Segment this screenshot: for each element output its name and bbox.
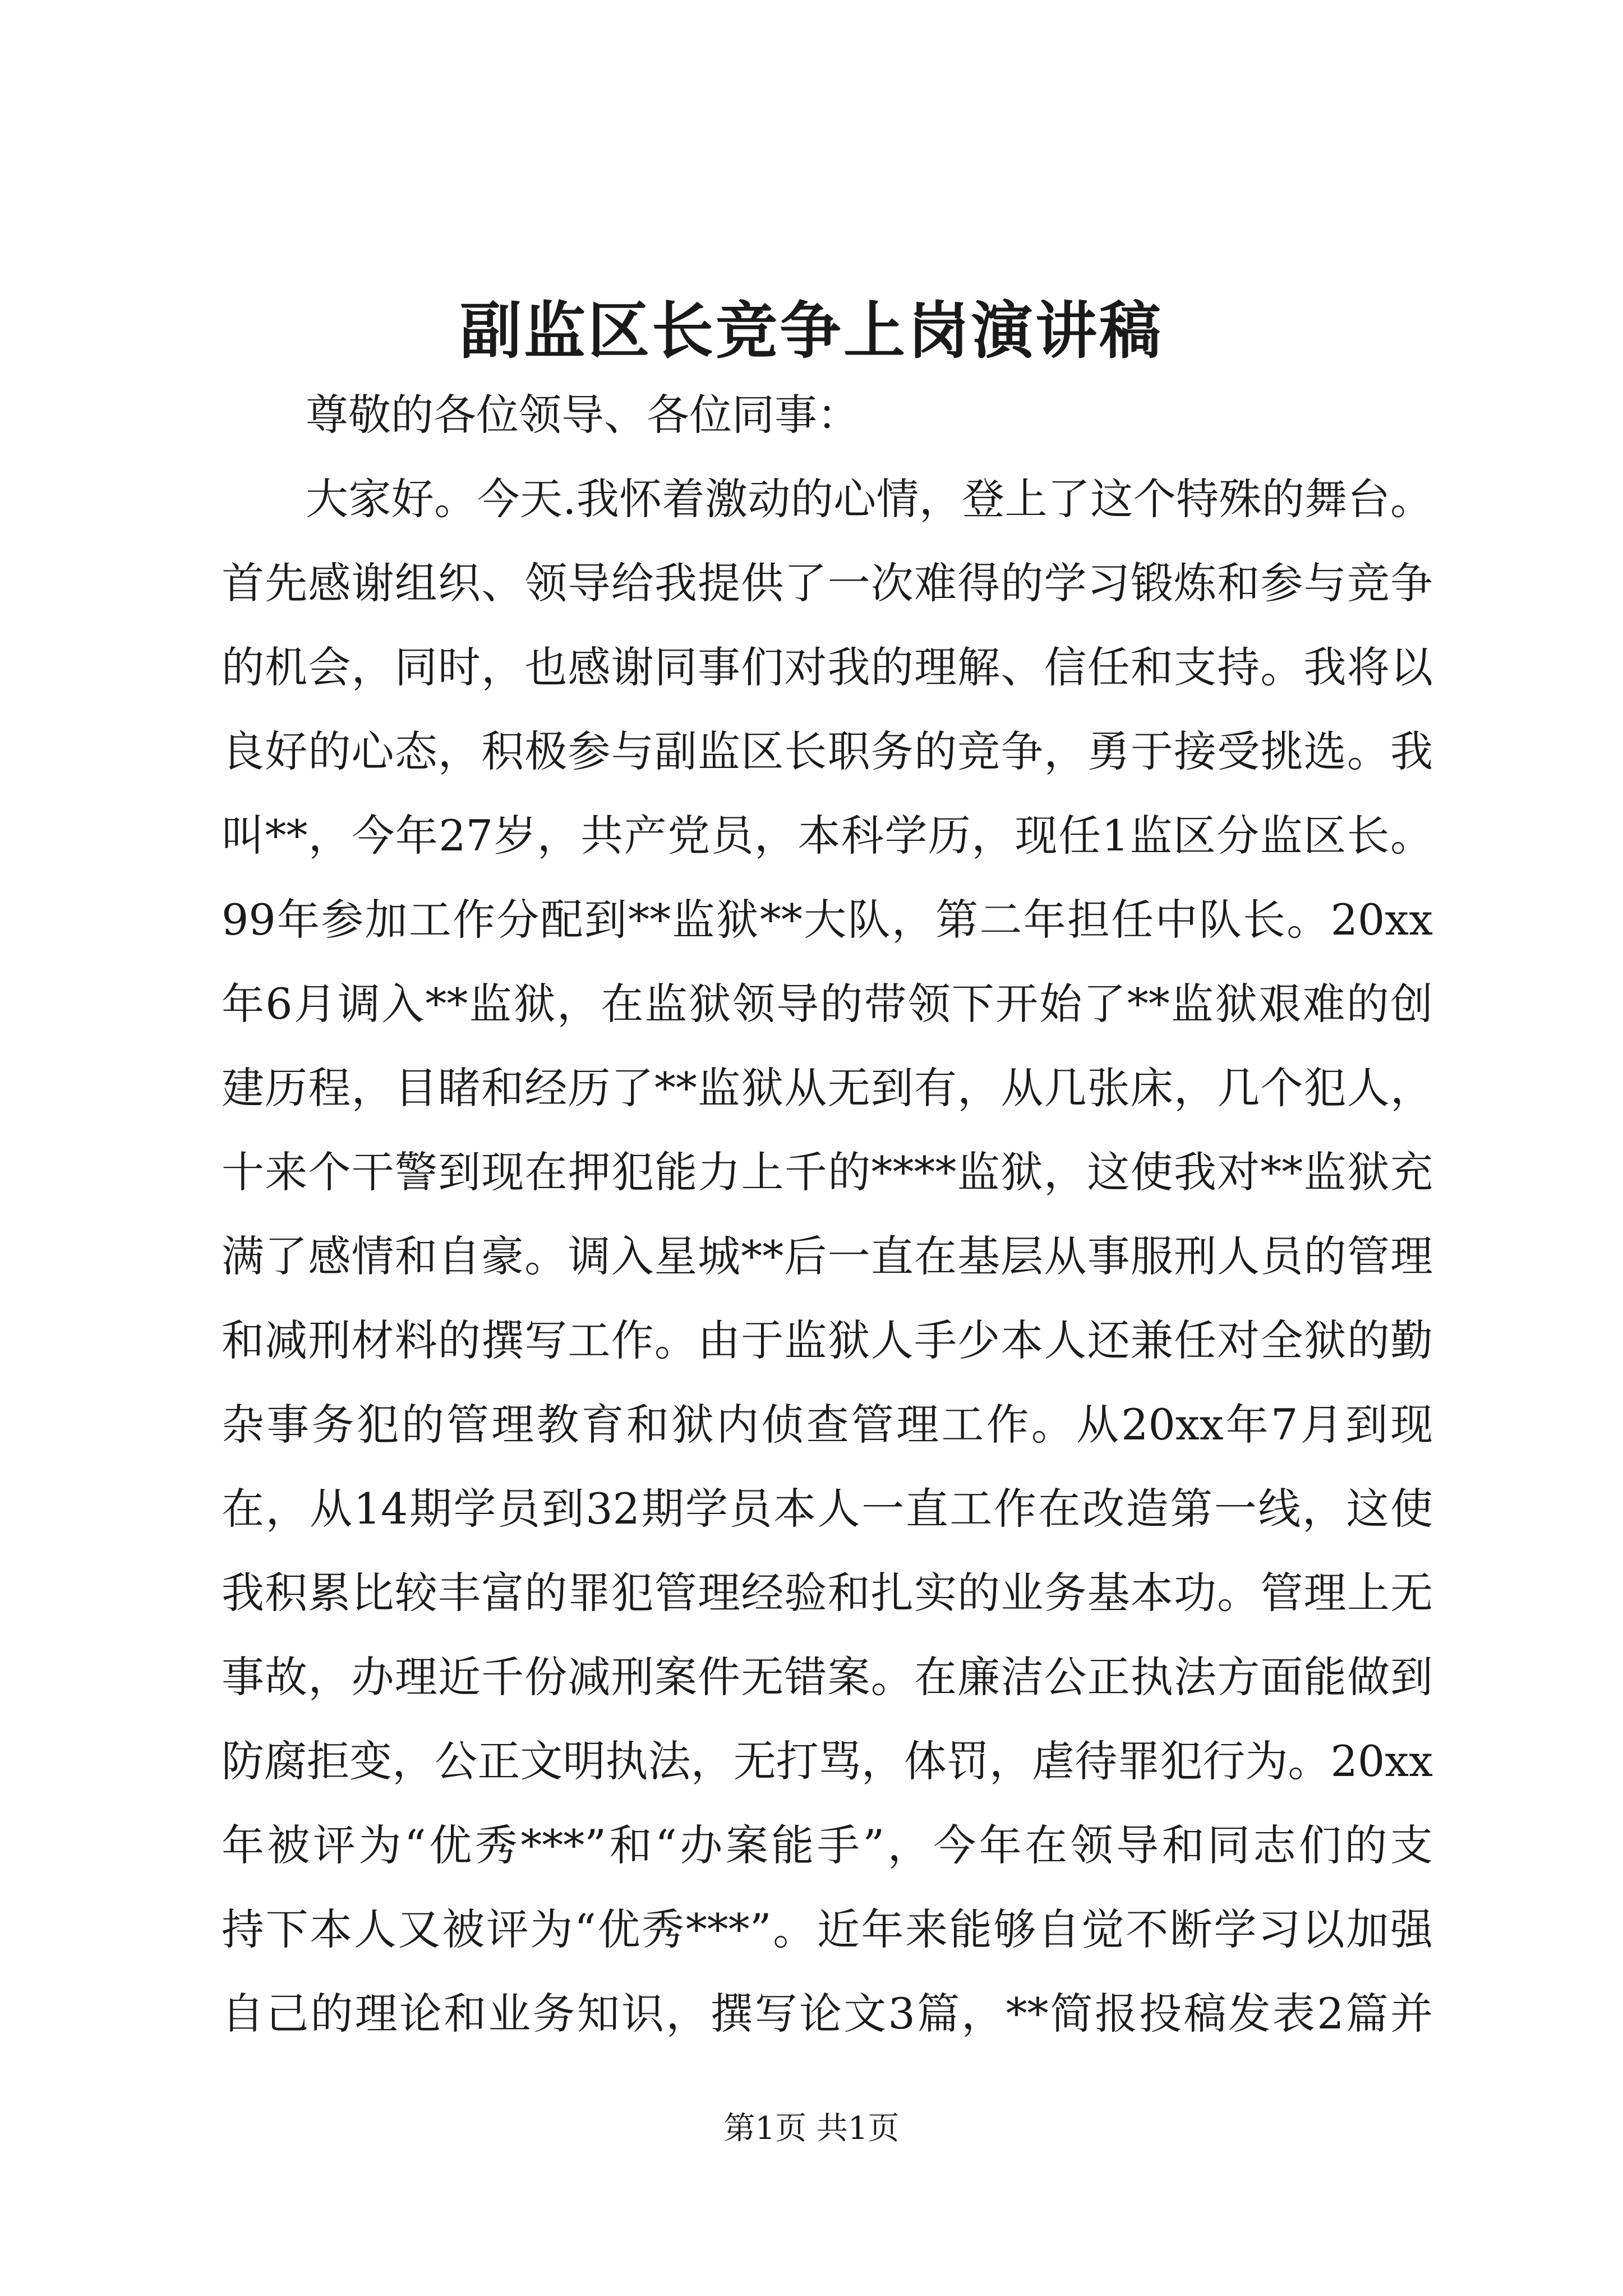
paragraph-line: 持下本人又被评为“优秀***”。近年来能够自觉不断学习以加强 bbox=[222, 1904, 1433, 1954]
page-footer: 第1页 共1页 bbox=[723, 2110, 900, 2147]
paragraph-line: 自己的理论和业务知识，撰写论文3篇，**简报投稿发表2篇并 bbox=[222, 1989, 1433, 2039]
paragraph-line: 和减刑材料的撰写工作。由于监狱人手少本人还兼任对全狱的勤 bbox=[222, 1315, 1433, 1365]
salutation: 尊敬的各位领导、各位同事： bbox=[306, 390, 860, 440]
paragraph-line: 99年参加工作分配到**监狱**大队，第二年担任中队长。20xx bbox=[222, 895, 1433, 945]
paragraph-line: 事故，办理近千份减刑案件无错案。在廉洁公正执法方面能做到 bbox=[222, 1652, 1433, 1702]
paragraph-line: 大家好。今天.我怀着激动的心情，登上了这个特殊的舞台。 bbox=[306, 474, 1433, 524]
paragraph-line: 良好的心态，积极参与副监区长职务的竞争，勇于接受挑选。我 bbox=[222, 726, 1433, 776]
paragraph-line: 年被评为“优秀***”和“办案能手”，今年在领导和同志们的支 bbox=[222, 1820, 1433, 1870]
paragraph-line: 首先感谢组织、领导给我提供了一次难得的学习锻炼和参与竞争 bbox=[222, 558, 1433, 608]
paragraph-line: 在，从14期学员到32期学员本人一直工作在改造第一线，这使 bbox=[222, 1484, 1433, 1534]
paragraph-line: 建历程，目睹和经历了**监狱从无到有，从几张床，几个犯人， bbox=[222, 1063, 1433, 1113]
paragraph-line: 杂事务犯的管理教育和狱内侦查管理工作。从20xx年7月到现 bbox=[222, 1400, 1433, 1450]
paragraph-line: 年6月调入**监狱，在监狱领导的带领下开始了**监狱艰难的创 bbox=[222, 979, 1433, 1029]
paragraph-line: 我积累比较丰富的罪犯管理经验和扎实的业务基本功。管理上无 bbox=[222, 1568, 1433, 1618]
document-title: 副监区长竞争上岗演讲稿 bbox=[460, 295, 1163, 367]
paragraph-line: 满了感情和自豪。调入星城**后一直在基层从事服刑人员的管理 bbox=[222, 1231, 1433, 1281]
paragraph-line: 十来个干警到现在押犯能力上千的****监狱，这使我对**监狱充 bbox=[222, 1147, 1433, 1197]
paragraph-line: 防腐拒变，公正文明执法，无打骂，体罚，虐待罪犯行为。20xx bbox=[222, 1736, 1433, 1786]
paragraph-line: 叫**，今年27岁，共产党员，本科学历，现任1监区分监区长。 bbox=[222, 811, 1433, 861]
paragraph-line: 的机会，同时，也感谢同事们对我的理解、信任和支持。我将以 bbox=[222, 642, 1433, 692]
